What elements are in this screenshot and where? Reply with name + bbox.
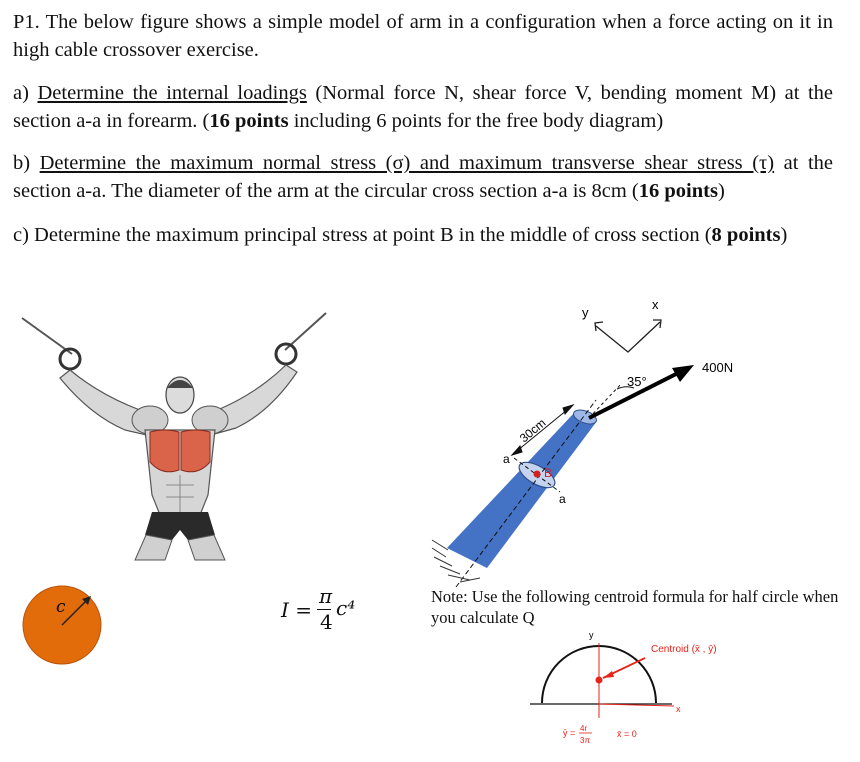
part-a-points: 16 points — [209, 110, 289, 132]
half-circle-y-label: y — [589, 630, 594, 640]
formula-denominator: 4 — [320, 610, 333, 634]
part-a-text: (Normal force N, shear force V, bending moment M) at the section a-a in forearm. ( — [13, 82, 833, 132]
point-b-marker — [534, 471, 541, 478]
length-label: 30cm — [516, 415, 549, 446]
formula-lhs: I = — [281, 598, 313, 622]
part-a-text-end: including 6 points for the free body diagram) — [288, 110, 664, 132]
ybar-lhs: ȳ = — [563, 728, 576, 738]
part-a-task: Determine the internal loadings — [37, 82, 307, 104]
part-a-prefix: a) — [13, 82, 38, 104]
axes-icon — [595, 320, 661, 352]
centroid-label: Centroid (x̄ , ȳ) — [651, 644, 717, 655]
centroid-note: Note: Use the following centroid formula for half circle when you calculate Q — [431, 587, 839, 627]
forearm — [432, 400, 598, 587]
axis-y-label: y — [582, 305, 589, 320]
problem-intro: P1. The below figure shows a simple model of arm in a configuration when a force acting on it in high cable crossover exercise. — [13, 11, 833, 61]
formula-numerator: π — [319, 584, 333, 608]
force-arrowhead-icon — [672, 365, 694, 382]
ybar-denominator: 3π — [580, 736, 590, 745]
right-handle-icon — [276, 344, 296, 364]
centroid-marker — [596, 677, 603, 684]
radius-label: c — [56, 597, 66, 617]
half-circle-x-label: x — [676, 704, 681, 714]
part-c-text: c) Determine the maximum principal stress at point B in the middle of cross section ( — [13, 224, 712, 246]
part-b-text: at the section a-a. The diameter of the arm at the circular cross section a-a is 8cm ( — [13, 152, 834, 202]
section-label-bottom: a — [559, 492, 566, 506]
xbar-formula: x̄ = 0 — [617, 729, 637, 739]
axis-x-label: x — [652, 297, 659, 312]
section-label-top: a — [503, 452, 510, 466]
part-b-prefix: b) — [13, 152, 40, 174]
shorts — [145, 512, 215, 540]
part-c-text-end: ) — [780, 224, 788, 246]
right-pectoral — [181, 430, 210, 472]
formula-rhs: c⁴ — [336, 596, 356, 620]
part-b-points: 16 points — [638, 180, 718, 202]
left-pectoral — [150, 430, 179, 472]
ybar-numerator: 4r — [580, 724, 588, 733]
part-b-task: Determine the maximum normal stress (σ) and maximum transverse shear stress (τ) — [39, 152, 775, 174]
point-b-label: B — [544, 466, 553, 480]
part-b-text-end: ) — [717, 180, 725, 202]
athlete-illustration — [22, 313, 326, 560]
part-c-points: 8 points — [711, 224, 781, 246]
angle-label: 35° — [627, 374, 647, 389]
force-label: 400N — [702, 360, 734, 375]
